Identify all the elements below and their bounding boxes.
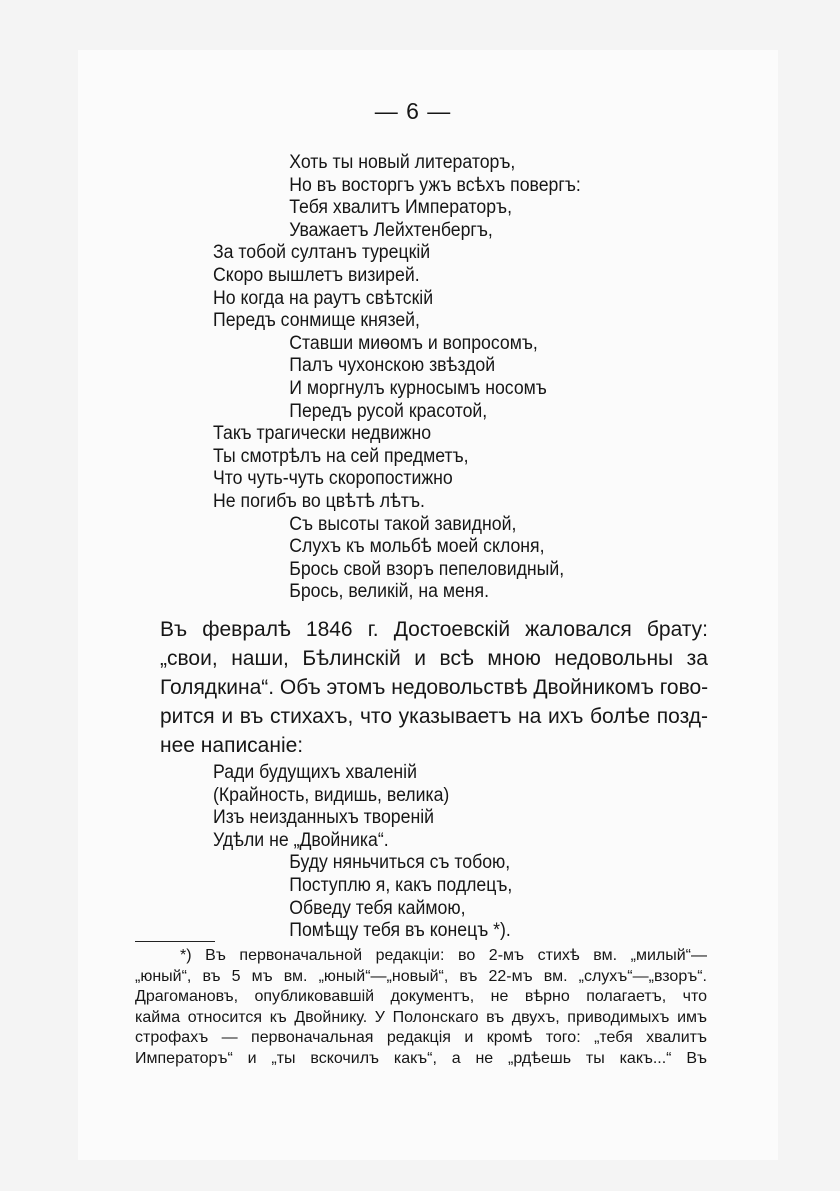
verse-line: Тебя хвалитъ Императоръ, [289,197,512,219]
verse-line: Ты смотрѣлъ на сей предметъ, [213,445,469,467]
verse-line: Буду няньчиться съ тобою, [289,852,511,874]
verse-line: (Крайность, видишь, велика) [213,784,450,806]
verse-line: Скоро вышлетъ визирей. [213,264,420,286]
verse-line: Уважаетъ Лейхтенбергъ, [289,219,493,241]
footnote-line: Драгомановъ, опубликовавшій документъ, не вѣрно полагаетъ, что [135,988,707,1005]
footnote-line: Императоръ“ и „ты вскочилъ какъ“, а не „рдѣешь ты какъ...“ Въ [135,1049,707,1067]
verse-line: Ради будущихъ хваленій [213,762,417,783]
paragraph-line: рится и въ стихахъ, что указываетъ на ихъ болѣе позд- [160,705,708,728]
verse-line: Не погибъ во цвѣтѣ лѣтъ. [213,490,425,512]
verse-line: Помѣщу тебя въ конецъ *). [289,920,511,942]
verse-line: За тобой султанъ турецкій [213,242,431,264]
footnote-rule [135,941,215,942]
verse-line: Ставши миѳомъ и вопросомъ, [289,332,538,354]
footnote-line: строфахъ — первоначальная редакція и кромѣ того: „тебя хвалитъ [135,1029,707,1046]
footnote-line: „юный“, въ 5 мъ вм. „юный“—„новый“, въ 22-мъ вм. „слухъ“—„взоръ“. [135,967,707,985]
verse-line: Поступлю я, какъ подлецъ, [289,874,513,896]
verse-line: Брось, великій, на меня. [289,581,490,603]
verse-line: Такъ трагически недвижно [213,423,432,445]
verse-line: Но въ восторгъ ужъ всѣхъ повергъ: [289,174,581,196]
paragraph [160,615,708,760]
verse-line: Палъ чухонскою звѣздой [289,355,496,377]
paragraph-line: Голядкина“. Объ этомъ недовольствѣ Двойникомъ гово- [160,676,709,699]
verse-line: Что чуть-чуть скоропостижно [213,468,453,490]
verse-line: Брось свой взоръ пепеловидный, [289,558,565,580]
verse-line: Передъ сонмище князей, [213,310,420,332]
page-number: — 6 — [374,98,452,124]
verse-line: Передъ русой красотой, [289,400,488,422]
verse-line: Изъ неизданныхъ твореній [213,807,435,829]
verse-line: Съ высоты такой завидной, [289,513,517,535]
poem-two [213,762,512,943]
footnote [135,946,707,1069]
paragraph-line: Въ февралѣ 1846 г. Достоевскій жаловался брату: [160,618,708,641]
verse-line: Удѣли не „Двойника“. [213,829,389,851]
footnote-line: кайма относится къ Двойнику. У Полонскаго въ двухъ, приводимыхъ имъ [135,1008,707,1026]
verse-line: Но когда на раутъ свѣтскій [213,287,434,309]
paragraph-line: нее написаніе: [160,734,304,757]
verse-line: Слухъ къ мольбѣ моей склоня, [289,536,545,558]
poem-one [213,152,581,604]
paragraph-line: „свои, наши, Бѣлинскій и всѣ мною недовольны за [160,647,708,670]
footnote-line: *) Въ первоначальной редакціи: во 2-мъ стихѣ вм. „милый“— [180,947,707,964]
verse-line: Обведу тебя каймою, [289,897,466,919]
verse-line: Хоть ты новый литераторъ, [289,152,516,173]
verse-line: И моргнулъ курносымъ носомъ [289,377,547,399]
